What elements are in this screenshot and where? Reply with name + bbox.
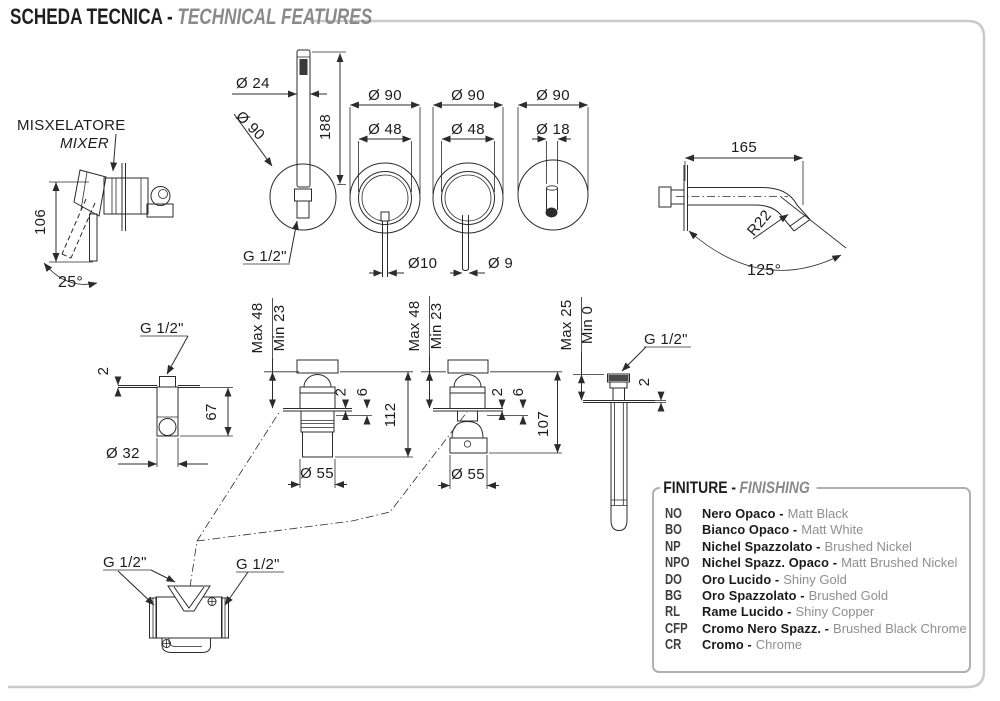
dim-showerside-diameter: Ø 32 (106, 445, 140, 462)
finish-row (665, 588, 969, 604)
finish-code: NP (665, 538, 681, 555)
finish-row (665, 506, 969, 522)
mixer-label-en: MIXER (60, 135, 110, 152)
dim-valve1side-max: Max 48 (249, 302, 266, 354)
dim-valve1side-depth: 112 (382, 402, 399, 428)
finish-name-en: Brushed Nickel (824, 538, 912, 554)
finish-row (665, 604, 969, 620)
valve-side-view-1 (249, 298, 413, 488)
finish-name-en: Chrome (755, 637, 803, 653)
dim-spout-radius: R22 (743, 206, 776, 240)
valve-side-view-2 (406, 296, 562, 489)
dim-valve2side-diameter: Ø 55 (451, 466, 485, 483)
finish-row (665, 572, 969, 588)
finish-code: CFP (665, 620, 688, 637)
dim-valve1side-plate: 2 (332, 387, 350, 397)
finish-row (665, 621, 969, 637)
finish-code: NO (665, 506, 682, 522)
dim-connector-left-thread: G 1/2" (103, 554, 147, 571)
hand-shower-front-view (232, 50, 346, 265)
finishes-heading-en: FINISHING (739, 478, 810, 497)
shower-holder-side-view (95, 320, 233, 467)
page-title-sub: TECHNICAL FEATURES (177, 4, 373, 29)
finish-name-it: Oro Lucido - (702, 571, 780, 587)
dim-shower-thread: G 1/2" (243, 248, 287, 265)
dim-valve2side-depth: 107 (535, 411, 552, 437)
finish-name-it: Cromo Nero Spazz. - (702, 620, 830, 636)
mixer-label-it: MISXELATORE (17, 117, 126, 134)
concealed-connector-view (103, 411, 467, 653)
dim-mixer-height: 106 (32, 209, 49, 235)
finish-name-en: Matt Black (787, 506, 849, 521)
finishes-panel (652, 478, 971, 673)
finish-row (665, 637, 969, 653)
finish-name-it: Rame Lucido - (702, 604, 792, 620)
finish-code: DO (665, 571, 682, 588)
dim-valve2side-gap: 6 (510, 387, 527, 397)
finish-name-en: Brushed Black Chrome (833, 620, 967, 636)
finish-code: CR (665, 637, 682, 654)
finish-code: BG (665, 587, 682, 604)
dim-valve1side-diameter: Ø 55 (300, 465, 334, 482)
dim-mixer-angle: 25° (58, 274, 84, 291)
mixer-side-view (17, 117, 173, 291)
finish-row (665, 522, 969, 538)
page-title (10, 4, 372, 30)
page-title-main: SCHEDA TECNICA - (10, 4, 173, 29)
finishes-list (665, 506, 969, 654)
dim-shower-diameter: Ø 24 (236, 75, 270, 92)
valve-front-view-2 (433, 87, 513, 273)
dim-valve2-ring: Ø 48 (451, 121, 485, 138)
dim-valve2side-max: Max 48 (406, 300, 423, 352)
finish-name-en: Matt White (801, 522, 864, 538)
dim-valve1-pin: Ø10 (408, 255, 438, 272)
dim-valve2-pin: Ø 9 (488, 255, 514, 272)
dim-connector-right-thread: G 1/2" (236, 556, 280, 573)
dim-valve2side-plate: 2 (489, 387, 506, 397)
finish-name-it: Oro Spazzolato - (702, 587, 805, 603)
finish-name-en: Shiny Gold (783, 571, 847, 587)
dim-valve2side-min: Min 23 (428, 302, 445, 350)
finish-name-en: Brushed Gold (808, 587, 889, 603)
finish-code: RL (665, 604, 681, 621)
dim-valve2-rosette: Ø 90 (451, 87, 485, 104)
finish-row (665, 539, 969, 555)
finish-name-en: Matt Brushed Nickel (841, 555, 958, 571)
dim-holderside-thread: G 1/2" (644, 331, 688, 348)
dim-shower-length: 188 (317, 114, 334, 140)
dim-valve1-rosette: Ø 90 (368, 87, 402, 104)
finish-code: BO (665, 522, 682, 539)
finish-name-it: Nichel Spazz. Opaco - (702, 555, 838, 571)
dim-spoutfront-rosette: Ø 90 (536, 87, 570, 104)
finish-name-it: Bianco Opaco - (702, 522, 798, 538)
dim-holderside-plate: 2 (636, 377, 653, 387)
dim-holderside-max: Max 25 (558, 299, 575, 351)
finishes-heading (660, 478, 816, 498)
finish-code: NPO (665, 555, 690, 572)
finishes-heading-it: FINITURE - (663, 478, 737, 497)
dim-valve1side-gap: 6 (354, 387, 371, 397)
dim-shower-rosette: Ø 90 (232, 107, 269, 144)
dim-spout-angle: 125° (747, 262, 782, 279)
dim-spout-reach: 165 (731, 139, 757, 156)
dim-valve1side-min: Min 23 (271, 304, 288, 352)
dim-holderside-min: Min 0 (579, 305, 596, 345)
dim-showerside-depth: 67 (203, 403, 220, 421)
finish-name-it: Cromo - (702, 637, 752, 653)
finish-name-it: Nero Opaco - (702, 506, 784, 521)
finish-row (665, 555, 969, 571)
spout-front-view (518, 87, 588, 230)
finish-name-it: Nichel Spazzolato - (702, 538, 821, 554)
valve-front-view-1 (350, 87, 437, 277)
finish-name-en: Shiny Copper (795, 604, 875, 620)
spout-side-view (659, 139, 846, 279)
dim-valve1-ring: Ø 48 (368, 121, 402, 138)
dim-showerside-plate: 2 (95, 366, 112, 376)
dim-spoutfront-pipe: Ø 18 (536, 121, 570, 138)
dim-showerside-thread: G 1/2" (140, 320, 184, 337)
